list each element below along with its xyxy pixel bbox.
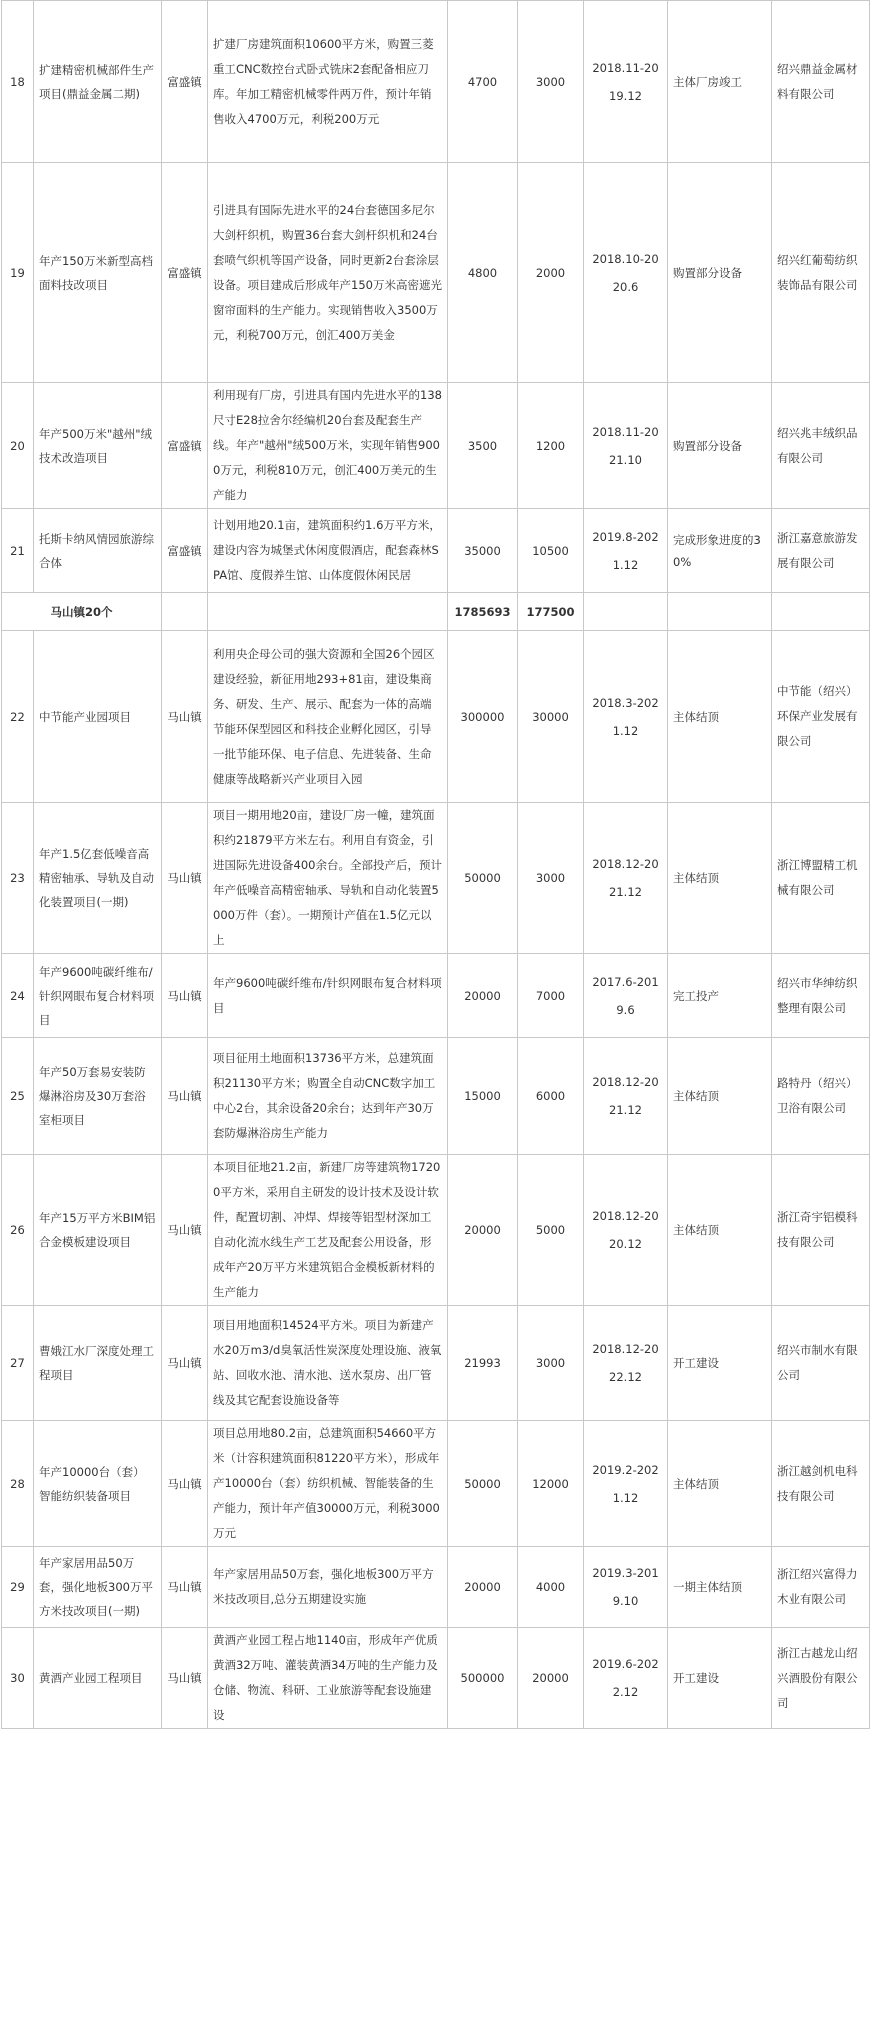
subtotal-investment: 1785693 — [448, 593, 518, 631]
row-number: 27 — [2, 1306, 34, 1421]
total-investment: 35000 — [448, 509, 518, 593]
row-number: 18 — [2, 1, 34, 163]
project-name: 中节能产业园项目 — [34, 631, 162, 803]
subtotal-empty-town — [162, 593, 208, 631]
row-number: 25 — [2, 1038, 34, 1155]
company-name: 浙江奇宇铝模科技有限公司 — [772, 1155, 870, 1306]
planned-investment: 20000 — [518, 1628, 584, 1729]
project-town: 马山镇 — [162, 1155, 208, 1306]
project-status: 主体结顶 — [668, 803, 772, 954]
project-status: 主体厂房竣工 — [668, 1, 772, 163]
company-name: 路特丹（绍兴）卫浴有限公司 — [772, 1038, 870, 1155]
company-name: 浙江博盟精工机械有限公司 — [772, 803, 870, 954]
construction-period: 2018.3-2021.12 — [584, 631, 668, 803]
construction-period: 2019.6-2022.12 — [584, 1628, 668, 1729]
row-number: 28 — [2, 1421, 34, 1547]
table-row — [2, 1421, 870, 1547]
construction-period: 2018.12-2021.12 — [584, 1038, 668, 1155]
project-status: 购置部分设备 — [668, 163, 772, 383]
row-number: 21 — [2, 509, 34, 593]
subtotal-empty-company — [772, 593, 870, 631]
project-status: 开工建设 — [668, 1306, 772, 1421]
total-investment: 4800 — [448, 163, 518, 383]
total-investment: 50000 — [448, 1421, 518, 1547]
planned-investment: 5000 — [518, 1155, 584, 1306]
construction-period: 2018.12-2021.12 — [584, 803, 668, 954]
table-row — [2, 1306, 870, 1421]
project-description: 年产9600吨碳纤维布/针织网眼布复合材料项目 — [208, 954, 448, 1038]
construction-period: 2019.2-2021.12 — [584, 1421, 668, 1547]
company-name: 浙江越剑机电科技有限公司 — [772, 1421, 870, 1547]
company-name: 中节能（绍兴）环保产业发展有限公司 — [772, 631, 870, 803]
planned-investment: 7000 — [518, 954, 584, 1038]
planned-investment: 3000 — [518, 1, 584, 163]
construction-period: 2018.12-2020.12 — [584, 1155, 668, 1306]
total-investment: 500000 — [448, 1628, 518, 1729]
project-status: 完成形象进度的30% — [668, 509, 772, 593]
table-row — [2, 1155, 870, 1306]
planned-investment: 10500 — [518, 509, 584, 593]
project-town: 马山镇 — [162, 1547, 208, 1628]
project-status: 主体结顶 — [668, 631, 772, 803]
planned-investment: 12000 — [518, 1421, 584, 1547]
row-number: 22 — [2, 631, 34, 803]
row-number: 23 — [2, 803, 34, 954]
company-name: 绍兴红葡萄纺织装饰品有限公司 — [772, 163, 870, 383]
total-investment: 21993 — [448, 1306, 518, 1421]
project-description: 项目总用地80.2亩，总建筑面积54660平方米（计容积建筑面积81220平方米），形成年产10000台（套）纺织机械、智能装备的生产能力，预计年产值30000万元，利税3000万元 — [208, 1421, 448, 1547]
project-name: 年产150万米新型高档面料技改项目 — [34, 163, 162, 383]
construction-period: 2017.6-2019.6 — [584, 954, 668, 1038]
table-row — [2, 163, 870, 383]
construction-period: 2018.10-2020.6 — [584, 163, 668, 383]
company-name: 绍兴兆丰绒织品有限公司 — [772, 383, 870, 509]
project-name: 年产9600吨碳纤维布/针织网眼布复合材料项目 — [34, 954, 162, 1038]
project-description: 项目用地面积14524平方米。项目为新建产水20万m3/d臭氧活性炭深度处理设施、液氧站、回收水池、清水池、送水泵房、出厂管线及其它配套设施设备等 — [208, 1306, 448, 1421]
project-description: 年产家居用品50万套，强化地板300万平方米技改项目,总分五期建设实施 — [208, 1547, 448, 1628]
project-description: 黄酒产业园工程占地1140亩，形成年产优质黄酒32万吨、灌装黄酒34万吨的生产能力及仓储、物流、科研、工业旅游等配套设施建设 — [208, 1628, 448, 1729]
planned-investment: 1200 — [518, 383, 584, 509]
project-town: 马山镇 — [162, 803, 208, 954]
company-name: 绍兴鼎益金属材料有限公司 — [772, 1, 870, 163]
table-row — [2, 803, 870, 954]
total-investment: 300000 — [448, 631, 518, 803]
total-investment: 20000 — [448, 954, 518, 1038]
project-town: 马山镇 — [162, 1306, 208, 1421]
table-row — [2, 631, 870, 803]
planned-investment: 3000 — [518, 803, 584, 954]
total-investment: 15000 — [448, 1038, 518, 1155]
project-town: 富盛镇 — [162, 383, 208, 509]
table-row — [2, 509, 870, 593]
project-name: 黄酒产业园工程项目 — [34, 1628, 162, 1729]
subtotal-label: 马山镇20个 — [2, 593, 162, 631]
total-investment: 20000 — [448, 1547, 518, 1628]
project-description: 利用央企母公司的强大资源和全国26个园区建设经验，新征用地293+81亩，建设集商务、研发、生产、展示、配套为一体的高端节能环保型园区和科技企业孵化园区，引导一批节能环保、电子信息、先进装备、生命健康等战略新兴产业项目入园 — [208, 631, 448, 803]
total-investment: 50000 — [448, 803, 518, 954]
subtotal-empty-period — [584, 593, 668, 631]
project-name: 年产15万平方米BIM铝合金模板建设项目 — [34, 1155, 162, 1306]
project-status: 购置部分设备 — [668, 383, 772, 509]
total-investment: 20000 — [448, 1155, 518, 1306]
project-town: 马山镇 — [162, 1628, 208, 1729]
planned-investment: 2000 — [518, 163, 584, 383]
project-town: 马山镇 — [162, 1038, 208, 1155]
row-number: 30 — [2, 1628, 34, 1729]
company-name: 浙江古越龙山绍兴酒股份有限公司 — [772, 1628, 870, 1729]
project-description: 本项目征地21.2亩，新建厂房等建筑物17200平方米，采用自主研发的设计技术及设计软件，配置切割、冲焊、焊接等铝型材深加工自动化流水线生产工艺及配套公用设备，形成年产20万平方米建筑铝合金模板新材料的生产能力 — [208, 1155, 448, 1306]
project-town: 马山镇 — [162, 631, 208, 803]
project-town: 马山镇 — [162, 954, 208, 1038]
project-description: 项目征用土地面积13736平方米，总建筑面积21130平方米；购置全自动CNC数字加工中心2台，其余设备20余台；达到年产30万套防爆淋浴房生产能力 — [208, 1038, 448, 1155]
project-name: 曹娥江水厂深度处理工程项目 — [34, 1306, 162, 1421]
project-status: 开工建设 — [668, 1628, 772, 1729]
row-number: 29 — [2, 1547, 34, 1628]
project-status: 主体结顶 — [668, 1421, 772, 1547]
construction-period: 2018.11-2019.12 — [584, 1, 668, 163]
project-town: 富盛镇 — [162, 163, 208, 383]
project-description: 项目一期用地20亩，建设厂房一幢，建筑面积约21879平方米左右。利用自有资金，引进国际先进设备400余台。全部投产后，预计年产低噪音高精密轴承、导轨和自动化装置5000万件（套）。一期预计产值在1.5亿元以上 — [208, 803, 448, 954]
project-name: 年产500万米"越州"绒技术改造项目 — [34, 383, 162, 509]
planned-investment: 30000 — [518, 631, 584, 803]
planned-investment: 4000 — [518, 1547, 584, 1628]
construction-period: 2018.12-2022.12 — [584, 1306, 668, 1421]
project-town: 马山镇 — [162, 1421, 208, 1547]
project-description: 扩建厂房建筑面积10600平方米，购置三菱重工CNC数控台式卧式铣床2套配备相应刀库。年加工精密机械零件两万件，预计年销售收入4700万元，利税200万元 — [208, 1, 448, 163]
construction-period: 2019.3-2019.10 — [584, 1547, 668, 1628]
table-row — [2, 1547, 870, 1628]
project-name: 托斯卡纳风情园旅游综合体 — [34, 509, 162, 593]
construction-period: 2018.11-2021.10 — [584, 383, 668, 509]
project-status: 主体结顶 — [668, 1038, 772, 1155]
row-number: 24 — [2, 954, 34, 1038]
project-name: 年产1.5亿套低噪音高精密轴承、导轨及自动化装置项目(一期) — [34, 803, 162, 954]
company-name: 绍兴市华绅纺织整理有限公司 — [772, 954, 870, 1038]
project-name: 年产10000台（套）智能纺织装备项目 — [34, 1421, 162, 1547]
project-description: 利用现有厂房，引进具有国内先进水平的138尺寸E28拉舍尔经编机20台套及配套生产线。年产"越州"绒500万米，实现年销售9000万元，利税810万元，创汇400万美元的生产能力 — [208, 383, 448, 509]
project-status: 一期主体结顶 — [668, 1547, 772, 1628]
row-number: 26 — [2, 1155, 34, 1306]
subtotal-row — [2, 593, 870, 631]
table-row — [2, 1, 870, 163]
total-investment: 4700 — [448, 1, 518, 163]
subtotal-plan: 177500 — [518, 593, 584, 631]
project-name: 扩建精密机械部件生产项目(鼎益金属二期) — [34, 1, 162, 163]
table-row — [2, 954, 870, 1038]
project-town: 富盛镇 — [162, 1, 208, 163]
project-status: 完工投产 — [668, 954, 772, 1038]
planned-investment: 3000 — [518, 1306, 584, 1421]
subtotal-empty-status — [668, 593, 772, 631]
table-row — [2, 1628, 870, 1729]
table-row — [2, 383, 870, 509]
company-name: 浙江绍兴富得力木业有限公司 — [772, 1547, 870, 1628]
project-name: 年产家居用品50万套，强化地板300万平方米技改项目(一期) — [34, 1547, 162, 1628]
row-number: 20 — [2, 383, 34, 509]
project-town: 富盛镇 — [162, 509, 208, 593]
company-name: 浙江嘉意旅游发展有限公司 — [772, 509, 870, 593]
row-number: 19 — [2, 163, 34, 383]
project-table — [1, 0, 870, 1729]
project-description: 计划用地20.1亩，建筑面积约1.6万平方米，建设内容为城堡式休闲度假酒店，配套森林SPA馆、度假养生馆、山体度假休闲民居 — [208, 509, 448, 593]
project-status: 主体结顶 — [668, 1155, 772, 1306]
total-investment: 3500 — [448, 383, 518, 509]
planned-investment: 6000 — [518, 1038, 584, 1155]
project-description: 引进具有国际先进水平的24台套德国多尼尔大剑杆织机，购置36台套大剑杆织机和24台套喷气织机等国产设备，同时更新2台套涂层设备。项目建成后形成年产150万米高密遮光窗帘面料的生产能力。实现销售收入3500万元，利税700万元，创汇400万美金 — [208, 163, 448, 383]
construction-period: 2019.8-2021.12 — [584, 509, 668, 593]
table-row — [2, 1038, 870, 1155]
project-name: 年产50万套易安装防爆淋浴房及30万套浴室柜项目 — [34, 1038, 162, 1155]
subtotal-empty-desc — [208, 593, 448, 631]
company-name: 绍兴市制水有限公司 — [772, 1306, 870, 1421]
